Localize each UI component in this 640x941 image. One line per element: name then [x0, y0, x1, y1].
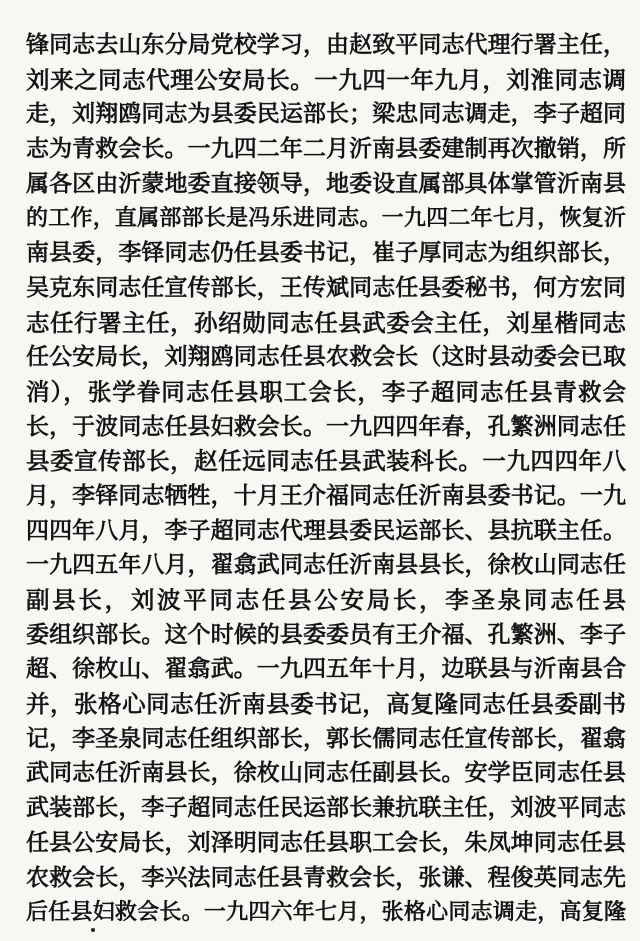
ink-speck — [91, 928, 95, 932]
text-line: 后任县妇救会长。一九四六年七月，张格心同志调走，高复隆 — [26, 899, 626, 926]
text-line: 走，刘翔鸥同志为县委民运部长；梁忠同志调走，李子超同 — [26, 100, 626, 128]
text-line: 记，李圣泉同志任组织部长，郭长儒同志任宣传部长，翟翕 — [26, 724, 626, 752]
text-line: 武同志任沂南县长，徐枚山同志任副县长。安学臣同志任县 — [26, 759, 626, 787]
text-line: 刘来之同志代理公安局长。一九四一年九月，刘淮同志调 — [26, 65, 626, 94]
text-line: 并，张格心同志任沂南县委书记，高复隆同志任县委副书 — [26, 690, 626, 719]
text-line: 一九四五年八月，翟翕武同志任沂南县县长，徐枚山同志任 — [26, 551, 626, 579]
text-line: 锋同志去山东分局党校学习，由赵致平同志代理行署主任， — [26, 31, 626, 58]
text-line: 任公安局长，刘翔鸥同志任县农救会长（这时县动委会已取 — [26, 343, 626, 371]
text-line: 超、徐枚山、翟翕武。一九四五年十月，边联县与沂南县合 — [26, 655, 626, 683]
text-line: 月，李铎同志牺牲，十月王介福同志任沂南县委书记。一九 — [26, 481, 626, 509]
text-line: 委组织部长。这个时候的县委委员有王介福、孔繁洲、李子 — [26, 620, 626, 648]
text-line: 南县委，李铎同志仍任县委书记，崔子厚同志为组织部长， — [26, 239, 626, 267]
text-line: 县委宣传部长，赵任远同志任县武装科长。一九四四年八 — [26, 447, 626, 476]
text-line: 副县长，刘波平同志任县公安局长，李圣泉同志任县 — [26, 586, 626, 614]
text-line: 消），张学眷同志任县职工会长，李子超同志任县青救会 — [26, 377, 626, 406]
text-line: 吴克东同志任宣传部长，王传斌同志任县委秘书，何方宏同 — [26, 273, 626, 301]
text-line: 志任行署主任，孙绍勋同志任县武委会主任，刘星楷同志 — [26, 308, 626, 337]
text-line: 的工作，直属部部长是冯乐进同志。一九四二年七月，恢复沂 — [26, 205, 626, 232]
text-line: 农救会长，李兴法同志任县青救会长，张谦、程俊英同志先 — [26, 863, 626, 891]
text-line: 四四年八月，李子超同志代理县委民运部长、县抗联主任。 — [26, 516, 626, 544]
body-text — [26, 28, 626, 930]
text-line: 任县公安局长，刘泽明同志任县职工会长，朱凤坤同志任县 — [26, 828, 626, 856]
text-line: 属各区由沂蒙地委直接领导，地委设直属部具体掌管沂南县 — [26, 169, 626, 197]
text-line: 长，于波同志任县妇救会长。一九四四年春，孔繁洲同志任 — [26, 412, 626, 440]
text-line: 志为青救会长。一九四二年二月沂南县委建制再次撤销，所 — [26, 135, 626, 163]
text-line: 武装部长，李子超同志任民运部长兼抗联主任，刘波平同志 — [26, 794, 626, 822]
